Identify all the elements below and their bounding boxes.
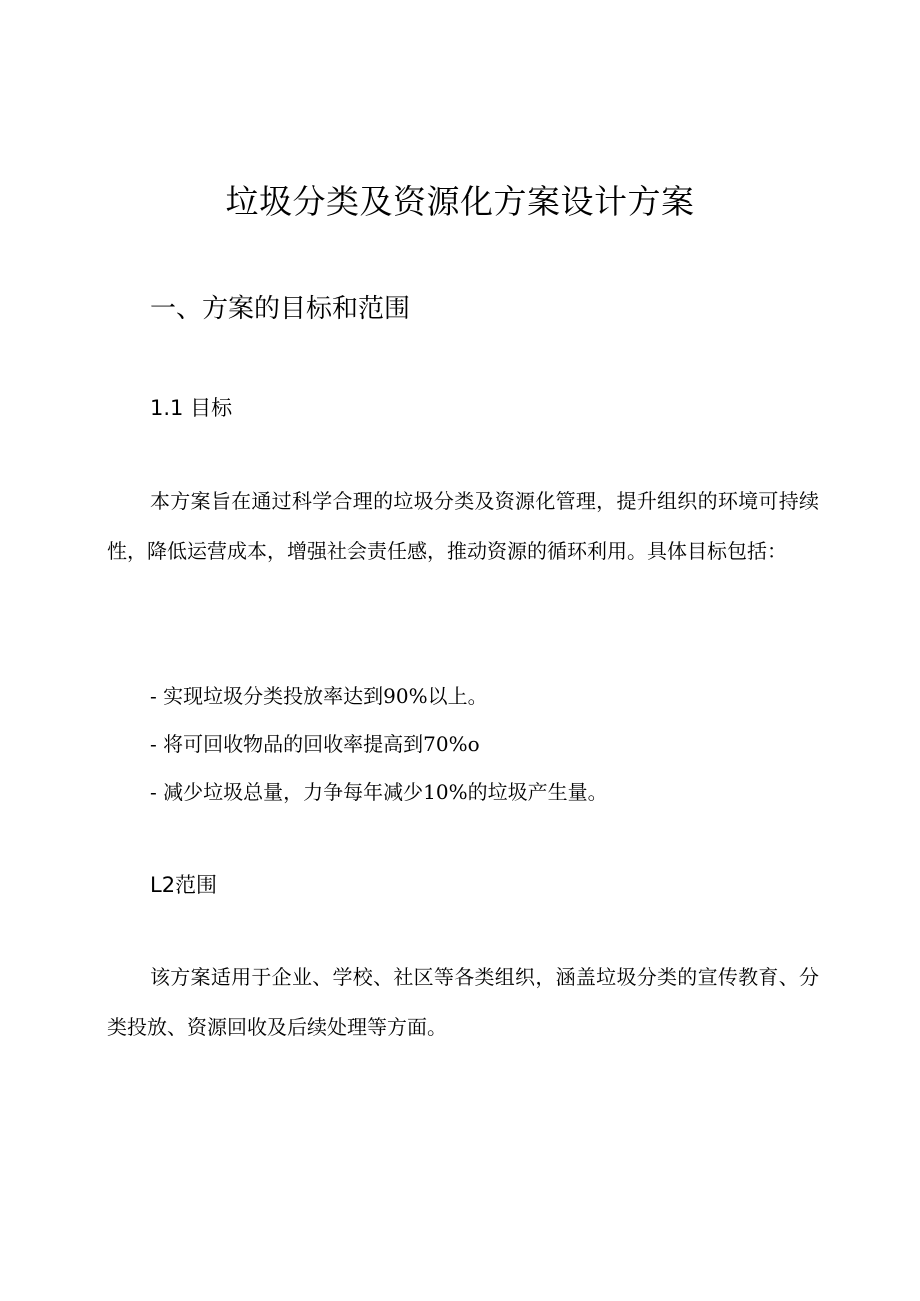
subsection-heading-goal: 1.1 目标: [150, 396, 233, 420]
goal-list: [150, 672, 608, 816]
list-item: - 实现垃圾分类投放率达到90%以上。: [150, 684, 488, 708]
list-item: - 减少垃圾总量，力争每年减少10%的垃圾产生量。: [150, 780, 608, 804]
subsection-heading-scope: L2范围: [150, 873, 218, 897]
goal-paragraph: 本方案旨在通过科学合理的垃圾分类及资源化管理，提升组织的环境可持续性，降低运营成本，增强社会责任感，推动资源的循环利用。具体目标包括：: [107, 489, 819, 563]
scope-paragraph: 该方案适用于企业、学校、社区等各类组织，涵盖垃圾分类的宣传教育、分类投放、资源回收及后续处理等方面。: [107, 965, 819, 1039]
section-heading: 一、方案的目标和范围: [150, 294, 411, 324]
list-item: - 将可回收物品的回收率提高到70%o: [150, 732, 480, 756]
document-title: 垃圾分类及资源化方案设计方案: [225, 182, 695, 221]
